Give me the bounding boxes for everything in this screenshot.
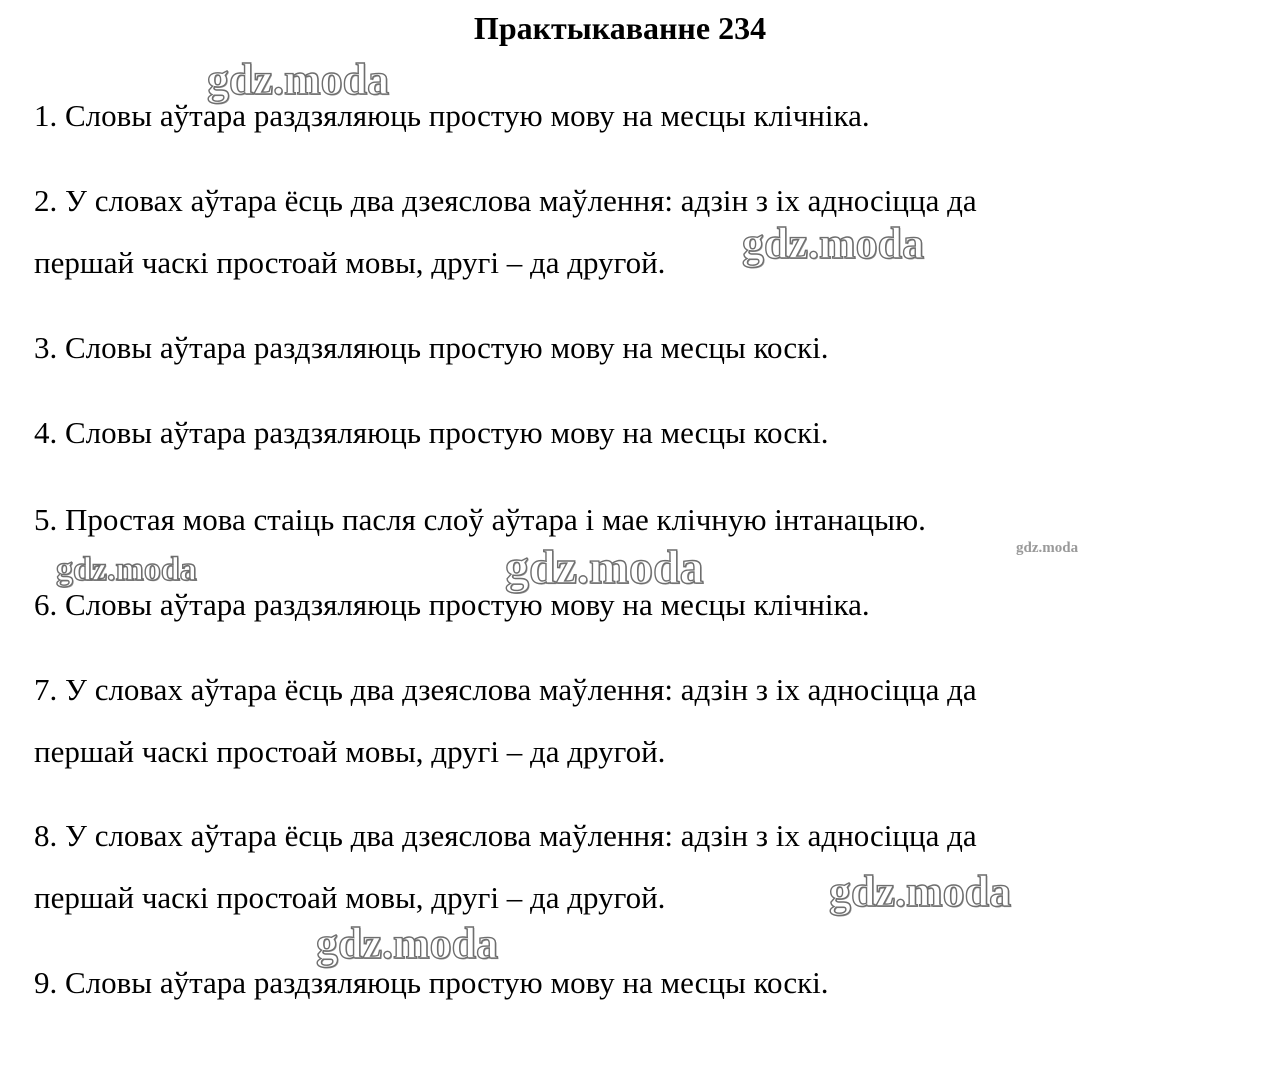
answer-line-5: 5. Простая мова стаіць пасля слоў аўтара і мае клічную інтанацыю.	[34, 502, 926, 537]
answer-line-4: 4. Словы аўтара раздзяляюць простую мову на месцы коскі.	[34, 415, 829, 450]
answer-line-2a: 2. У словах аўтара ёсць два дзеяслова маўлення: адзін з іх адносіцца да	[34, 183, 977, 218]
watermark-logo-small: gdz.moda	[1016, 540, 1079, 556]
watermark-logo: gdz.moda	[505, 541, 704, 594]
watermark-logo: gdz.moda	[829, 867, 1012, 916]
answer-line-1: 1. Словы аўтара раздзяляюць простую мову на месцы клічніка.	[34, 98, 870, 133]
watermark-logo: gdz.moda	[316, 919, 499, 968]
answer-line-3: 3. Словы аўтара раздзяляюць простую мову на месцы коскі.	[34, 330, 829, 365]
answer-line-8a: 8. У словах аўтара ёсць два дзеяслова маўлення: адзін з іх адносіцца да	[34, 818, 977, 853]
answer-line-6: 6. Словы аўтара раздзяляюць простую мову на месцы клічніка.	[34, 587, 870, 622]
watermark-logo: gdz.moda	[207, 55, 390, 104]
answer-line-2b: першай часкі простоай мовы, другі – да другой.	[34, 245, 666, 280]
answer-line-9: 9. Словы аўтара раздзяляюць простую мову на месцы коскі.	[34, 965, 829, 1000]
watermark-logo: gdz.moda	[56, 551, 197, 588]
page-title: Практыкаванне 234	[473, 10, 767, 46]
watermark-logo: gdz.moda	[742, 219, 925, 268]
answer-line-8b: першай часкі простоай мовы, другі – да другой.	[34, 880, 666, 915]
answer-line-7a: 7. У словах аўтара ёсць два дзеяслова маўлення: адзін з іх адносіцца да	[34, 672, 977, 707]
answer-line-7b: першай часкі простоай мовы, другі – да другой.	[34, 734, 666, 769]
